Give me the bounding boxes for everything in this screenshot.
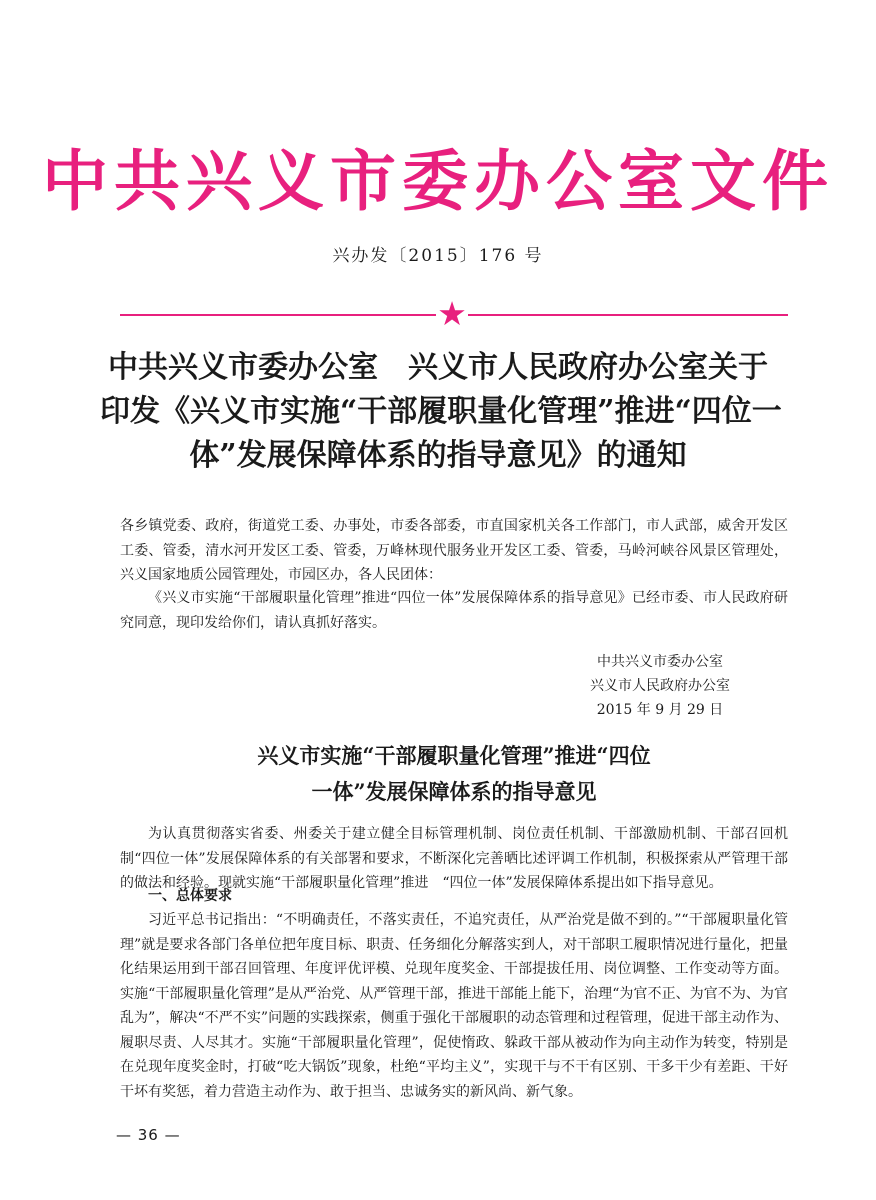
notice-title-line: 体”发展保障体系的指导意见》的通知 <box>189 438 687 473</box>
issue-date: 2015 年 9 月 29 日 <box>596 702 724 718</box>
signatory-party-office: 中共兴义市委办公室 <box>597 654 723 670</box>
red-rule-right <box>468 314 788 316</box>
section-heading: 一、总体要求 <box>148 888 232 904</box>
page-number: — 36 — <box>116 1126 181 1144</box>
opinion-title-line: 一体”发展保障体系的指导意见 <box>311 779 597 804</box>
star-icon: ★ <box>437 294 467 333</box>
addressees: 各乡镇党委、政府，街道党工委、办事处，市委各部委，市直国家机关各工作部门，市人武部，威舍开发区工委、管委，清水河开发区工委、管委，万峰林现代服务业开发区工委、管委，马岭河峡谷风景区管理处，兴义国家地质公园管理处，市园区办，各人民团体： <box>120 518 788 583</box>
opinion-title-line: 兴义市实施“干部履职量化管理”推进“四位 <box>257 743 651 768</box>
notice-title-line: 中共兴义市委办公室 兴义市人民政府办公室关于 <box>108 350 768 385</box>
masthead-title: 中共兴义市委办公室文件 <box>42 143 834 220</box>
red-rule-left <box>120 314 436 316</box>
section-body: 习近平总书记指出：“不明确责任，不落实责任，不追究责任，从严治党是做不到的。”“干部履职量化管理”就是要求各部门各单位把年度目标、职责、任务细化分解落实到人，对干部职工履职情况进行量化，把量化结果运用到干部召回管理、年度评优评模、兑现年度奖金、干部提拔任用、岗位调整、工作变动等方面。实施“干部履职量化管理”是从严治党、从严管理干部，推进干部能上能下，治理“为官不正、为官不为、为官乱为”，解决“不严不实”问题的实践探索，侧重于强化干部履职的动态管理和过程管理，促进干部主动作为、履职尽责、人尽其才。实施“干部履职量化管理”，促使惰政、躲政干部从被动作为向主动作为转变，特别是在兑现年度奖金时，打破“吃大锅饭”现象，杜绝“平均主义”，实现干与不干有区别、干多干少有差距、干好干坏有奖惩，着力营造主动作为、敢于担当、忠诚务实的新风尚、新气象。 <box>120 912 788 1100</box>
notice-body: 《兴义市实施“干部履职量化管理”推进“四位一体”发展保障体系的指导意见》已经市委、市人民政府研究同意，现印发给你们，请认真抓好落实。 <box>120 590 788 631</box>
signatory-government-office: 兴义市人民政府办公室 <box>590 678 730 694</box>
notice-title-line: 印发《兴义市实施“干部履职量化管理”推进“四位一 <box>100 394 782 429</box>
document-number: 兴办发〔2015〕176 号 <box>332 246 544 266</box>
opinion-intro: 为认真贯彻落实省委、州委关于建立健全目标管理机制、岗位责任机制、干部激励机制、干部召回机制“四位一体”发展保障体系的有关部署和要求，不断深化完善晒比述评调工作机制，积极探索从严管理干部的做法和经验。现就实施“干部履职量化管理”推进 “四位一体”发展保障体系提出如下指导意见。 <box>120 826 788 891</box>
opinion-title <box>120 738 788 810</box>
notice-title <box>100 346 782 478</box>
